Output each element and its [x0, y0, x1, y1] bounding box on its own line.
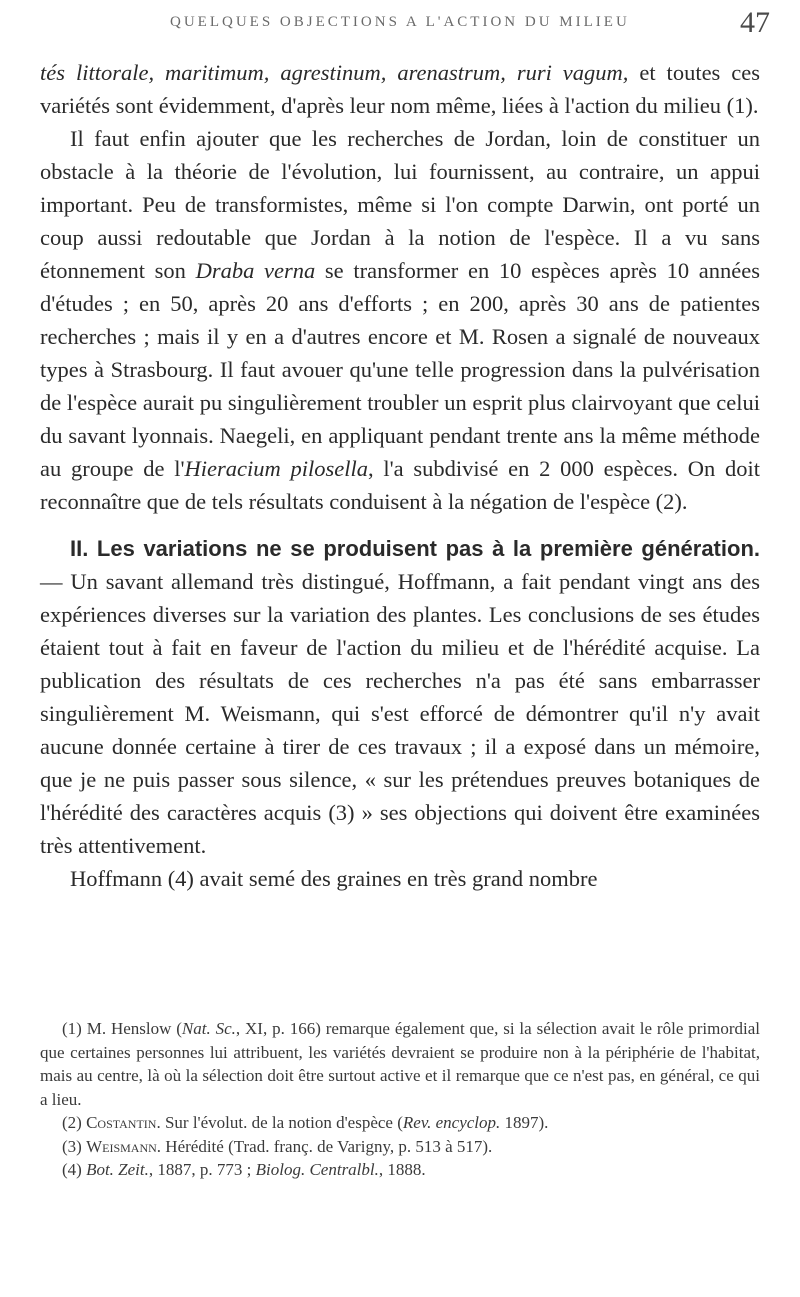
paragraph-text: et toutes ces variétés sont évidemment, d'après leur nom même, liées à l'action du milieu (1). [40, 60, 760, 118]
paragraph-text: — Un savant allemand très distingué, Hoffmann, a fait pendant vingt ans des expériences diverses sur la variation des plantes. Les conclusions de ses études étaient tout à fait en faveur de l'action du milieu et de l'hérédité acquise. La publication des résultats de ces recherches n'a pas été sans embarrasser singulièrement M. Weismann, qui s'est efforcé de démontrer qu'il n'y avait aucune donnée certaine à tirer de ces travaux ; il a exposé dans un mémoire, que je ne puis passer sous silence, « sur les prétendues preuves botaniques de l'hérédité des caractères acquis (3) » ses objections qui doivent être examinées très attentivement. [40, 569, 760, 858]
species-name: Draba verna [195, 258, 316, 283]
footnote-4: (4) Bot. Zeit., 1887, p. 773 ; Biolog. Centralbl., 1888. [62, 1160, 426, 1179]
species-name: Hieracium pilosella [184, 456, 368, 481]
paragraph-continuation [40, 56, 760, 122]
paragraph-jordan [40, 122, 760, 518]
paragraph-text: , l'a subdivisé en 2 000 espèces. On doit reconnaître que de tels résultats conduisent à la négation de l'espèce (2). [40, 456, 760, 514]
paragraph-text: se transformer en 10 espèces après 10 années d'études ; en 50, après 20 ans d'efforts ; en 200, après 30 ans de patientes recherches ; mais il y en a d'autres encore et M. Rosen a signalé de nouveaux types à Strasbourg. Il faut avouer qu'une telle progression dans la pulvérisation de l'espèce aurait pu singulièrement troubler un esprit plus clairvoyant que celui du savant lyonnais. Naegeli, en appliquant pendant trente ans la même méthode au groupe de l' [40, 258, 760, 481]
running-title: QUELQUES OBJECTIONS A L'ACTION DU MILIEU [170, 14, 630, 30]
footnote-1: (1) M. Henslow (Nat. Sc., XI, p. 166) remarque également que, si la sélection avait le rôle primordial que certaines personnes lui attribuent, les variétés devraient se produire non à la périphérie de l'habitat, mais au centre, là où la sélection doit être surtout active et il remarque que ce n'est pas, en général, ce qui a lieu. [40, 1019, 760, 1109]
footnote-3: (3) Weismann. Hérédité (Trad. franç. de Varigny, p. 513 à 517). [62, 1136, 493, 1156]
running-head [0, 8, 800, 38]
footnote-2: (2) Costantin. Sur l'évolut. de la notion d'espèce (Rev. encyclop. 1897). [62, 1113, 549, 1132]
section-heading: II. Les variations ne se produisent pas à la première génération. [70, 536, 760, 561]
paragraph-hoffmann [40, 862, 760, 895]
body-text [40, 56, 760, 895]
paragraph-text: Hoffmann (4) avait semé des graines en très grand nombre [70, 866, 598, 891]
paragraph-text: Il faut enfin ajouter que les recherches de Jordan, loin de constituer un obstacle à la théorie de l'évolution, lui fournissent, au contraire, un appui important. Peu de transformistes, même si l'on compte Darwin, ont porté un coup aussi redoutable que Jordan à la notion de l'espèce. Il a vu sans étonnement son [40, 126, 760, 283]
page-number: 47 [740, 6, 770, 39]
footnotes [40, 1017, 760, 1182]
variety-names: tés littorale, maritimum, agrestinum, arenastrum, ruri vagum, [40, 60, 629, 85]
section-variations [40, 532, 760, 862]
